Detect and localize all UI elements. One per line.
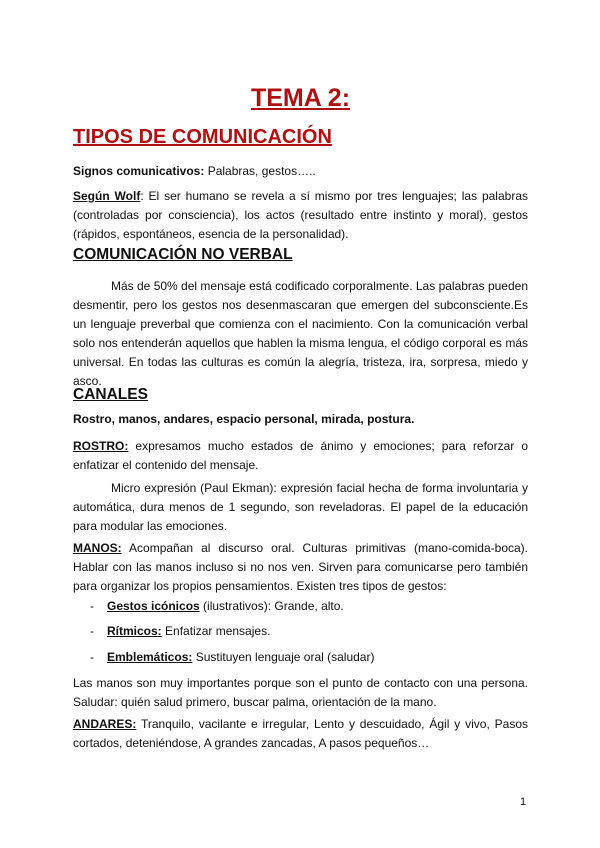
bullet-dash: -: [90, 599, 94, 613]
manos-paragraph: [73, 539, 528, 596]
andares-label: ANDARES:: [73, 717, 137, 731]
gesto-text: Sustituyen lenguaje oral (saludar): [192, 650, 375, 664]
canales-heading: CANALES: [73, 386, 148, 403]
wolf-paragraph: [73, 187, 528, 244]
section-title: TIPOS DE COMUNICACIÓN: [73, 126, 332, 148]
no-verbal-paragraph: Más de 50% del mensaje está codificado corporalmente. Las palabras pueden desmentir, pero los gestos nos desenmascaran que emergen del subconsciente.Es un lenguaje preverbal que comienza con el nacimiento. Con la comunicación verbal solo nos entenderán aquellos que hablen la misma lengua, el código corporal es más universal. En todas las culturas es común la alegría, tristeza, ira, sorpresa, miedo y asco.: [73, 279, 528, 388]
rostro-label: ROSTRO:: [73, 439, 129, 453]
page-number: 1: [520, 796, 527, 808]
rostro-text: expresamos mucho estados de ánimo y emociones; para reforzar o enfatizar el contenido del mensaje.: [73, 439, 528, 472]
rostro-paragraph: [73, 437, 528, 475]
list-item: [90, 622, 270, 641]
gesto-text: Enfatizar mensajes.: [161, 624, 271, 638]
list-item: [90, 597, 344, 616]
bullet-dash: -: [90, 624, 94, 638]
bullet-dash: -: [90, 650, 94, 664]
canales-list: Rostro, manos, andares, espacio personal, mirada, postura.: [73, 412, 415, 426]
signos-text: Palabras, gestos…..: [204, 164, 316, 178]
signos-paragraph: [73, 162, 528, 181]
list-item: [90, 648, 374, 667]
manos-text: Acompañan al discurso oral. Culturas primitivas (mano-comida-boca). Hablar con las manos incluso si no nos ven. Sirven para comunicarse pero también para organizar los propios pensamientos. Existen tres tipos de gestos:: [73, 541, 528, 593]
gesto-label: Gestos icónicos: [107, 599, 200, 613]
wolf-text: : El ser humano se revela a sí mismo por tres lenguajes; las palabras (controladas por consciencia), los actos (resultado entre instinto y moral), gestos (rápidos, espontáneos, esencia de la personalidad).: [73, 189, 528, 241]
no-verbal-heading: COMUNICACIÓN NO VERBAL: [73, 246, 293, 263]
gesto-label: Emblemáticos:: [107, 650, 193, 664]
wolf-label: Según Wolf: [73, 189, 141, 203]
manos-after-paragraph: Las manos son muy importantes porque son el punto de contacto con una persona. Saludar: quién salud primero, buscar palma, orientación de la mano.: [73, 676, 528, 709]
andares-paragraph: [73, 715, 528, 753]
signos-label: Signos comunicativos:: [73, 164, 205, 178]
gesto-text: (ilustrativos): Grande, alto.: [199, 599, 344, 613]
gesto-label: Rítmicos:: [107, 624, 162, 638]
micro-expresion-paragraph: Micro expresión (Paul Ekman): expresión facial hecha de forma involuntaria y automática, dura menos de 1 segundo, son reveladoras. El papel de la educación para modular las emociones.: [73, 481, 528, 533]
andares-text: Tranquilo, vacilante e irregular, Lento y descuidado, Ágil y vivo, Pasos cortados, deteniéndose, A grandes zancadas, A pasos pequeños…: [73, 717, 528, 750]
manos-label: MANOS:: [73, 541, 122, 555]
page-title: TEMA 2:: [250, 84, 351, 112]
